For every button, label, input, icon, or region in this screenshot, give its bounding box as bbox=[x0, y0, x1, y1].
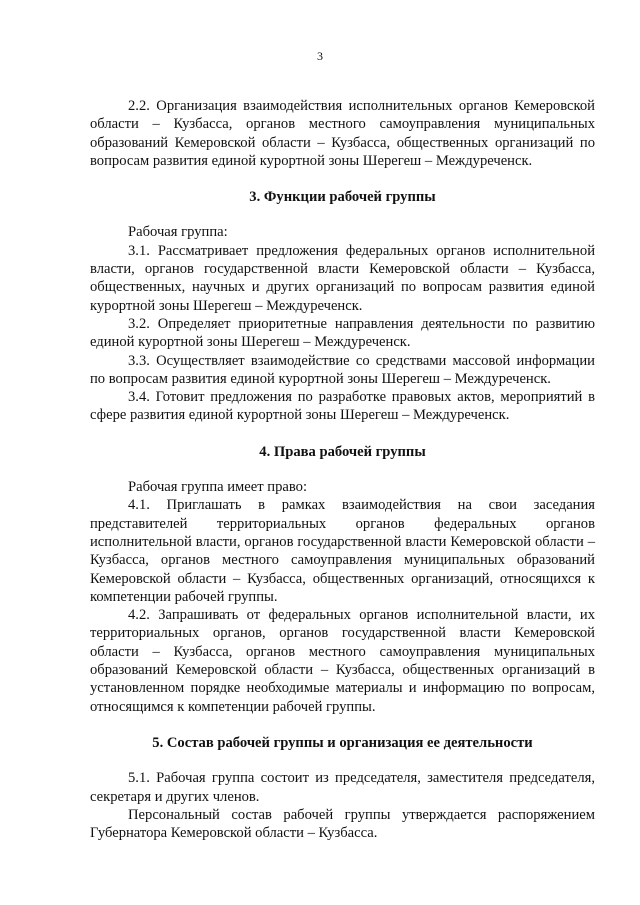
paragraph-4-1: 4.1. Приглашать в рамках взаимодействия на свои заседания представителей территориальных органов федеральных органов исполнительной власти, органов государственной власти Кемеровской области – Кузбасса, органов местного самоуправления муниципальных образований Кемеровской области – Кузбасса, общественных организаций, относящихся к компетенции рабочей группы. bbox=[90, 497, 595, 605]
section-3-heading: 3. Функции рабочей группы bbox=[249, 189, 436, 206]
document-body bbox=[90, 97, 595, 842]
paragraph-3-3: 3.3. Осуществляет взаимодействие со средствами массовой информации по вопросам развития единой курортной зоны Шерегеш – Междуреченск. bbox=[90, 352, 595, 387]
section-4-heading: 4. Права рабочей группы bbox=[259, 443, 426, 460]
section-3-intro: Рабочая группа: bbox=[128, 224, 228, 241]
paragraph-personal-composition: Персональный состав рабочей группы утверждается распоряжением Губернатора Кемеровской области – Кузбасса. bbox=[90, 806, 595, 842]
paragraph-3-1: 3.1. Рассматривает предложения федеральных органов исполнительной власти, органов государственной власти Кемеровской области – Кузбасса, общественных, научных и других организаций по вопросам развития единой курортной зоны Шерегеш – Междуреченск. bbox=[90, 242, 595, 314]
paragraph-5-1: 5.1. Рабочая группа состоит из председателя, заместителя председателя, секретаря и других членов. bbox=[90, 770, 595, 805]
paragraph-3-4: 3.4. Готовит предложения по разработке правовых актов, мероприятий в сфере развития единой курортной зоны Шерегеш – Междуреченск. bbox=[90, 389, 595, 424]
paragraph-4-2: 4.2. Запрашивать от федеральных органов исполнительной власти, их территориальных органов, органов государственной власти Кемеровской области – Кузбасса, органов местного самоуправления муниципальных образований Кемеровской области – Кузбасса, общественных организаций в установленном порядке необходимые материалы и информацию по вопросам, относящимся к компетенции рабочей группы. bbox=[90, 607, 595, 715]
page-number: 3 bbox=[317, 49, 323, 63]
section-4-intro: Рабочая группа имеет право: bbox=[128, 479, 308, 496]
paragraph-3-2: 3.2. Определяет приоритетные направления деятельности по развитию единой курортной зоны Шерегеш – Междуреченск. bbox=[90, 315, 595, 351]
paragraph-2-2: 2.2. Организация взаимодействия исполнительных органов Кемеровской области – Кузбасса, органов местного самоуправления муниципальных образований Кемеровской области – Кузбасса, общественных организаций по вопросам развития единой курортной зоны Шерегеш – Междуреченск. bbox=[90, 98, 595, 169]
section-5-heading: 5. Состав рабочей группы и организация ее деятельности bbox=[152, 734, 533, 751]
